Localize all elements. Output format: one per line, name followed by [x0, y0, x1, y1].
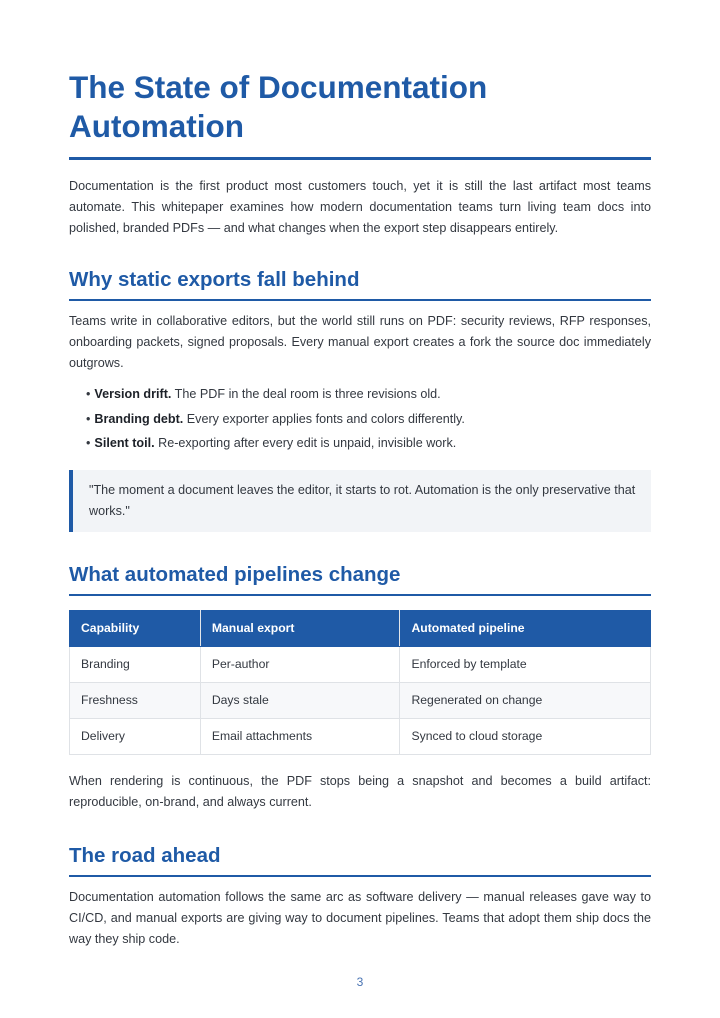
why-paragraph: Teams write in collaborative editors, but the world still runs on PDF: security reviews, RFP responses, onboarding packets, signed proposals. Every manual export creates a fork the source doc immediately outgrows. [69, 314, 651, 370]
table-cell: Delivery [70, 718, 201, 754]
comparison-table [69, 610, 651, 755]
table-header-row [70, 610, 651, 646]
bullet-term: Version drift. [94, 387, 172, 401]
table-cell: Freshness [70, 682, 201, 718]
table-cell: Enforced by template [400, 646, 651, 682]
pipelines-paragraph: When rendering is continuous, the PDF stops being a snapshot and becomes a build artifact: reproducible, on-brand, and always current. [69, 773, 651, 809]
intro-paragraph: Documentation is the first product most customers touch, yet it is still the last artifact most teams automate. This whitepaper examines how modern documentation teams turn living team docs into polished, branded PDFs — and what changes when the export step disappears entirely. [69, 179, 651, 235]
road-ahead-paragraph: Documentation automation follows the same arc as software delivery — manual releases gave way to CI/CD, and manual exports are giving way to document pipelines. Teams that adopt them ship docs the way they ship code. [69, 889, 651, 946]
list-item [86, 382, 651, 407]
table-cell: Email attachments [200, 718, 400, 754]
table-row [70, 718, 651, 754]
table-cell: Regenerated on change [400, 682, 651, 718]
bullet-list [69, 382, 651, 456]
list-item [86, 431, 651, 456]
title-line-1: The State of Documentation [69, 69, 488, 105]
table-cell: Per-author [200, 646, 400, 682]
bullet-term: Branding debt. [94, 411, 184, 426]
bullet-term: Silent toil. [94, 436, 155, 450]
column-header: Manual export [200, 610, 400, 646]
title-line-2: Automation [69, 108, 244, 144]
table-cell: Branding [70, 646, 201, 682]
table-cell: Synced to cloud storage [400, 718, 651, 754]
bullet-text: The PDF in the deal room is three revisions old. [171, 387, 441, 401]
bullet-text: Re-exporting after every edit is unpaid, invisible work. [154, 436, 457, 450]
column-header: Automated pipeline [400, 610, 651, 646]
bullet-text: Every exporter applies fonts and colors differently. [183, 411, 465, 426]
bullet-dot-icon: • [86, 411, 91, 426]
column-header: Capability [70, 610, 201, 646]
pull-quote: "The moment a document leaves the editor, it starts to rot. Automation is the only preservative that works." [69, 470, 651, 532]
page-number: 3 [356, 975, 364, 989]
bullet-dot-icon: • [86, 387, 91, 401]
bullet-dot-icon: • [86, 436, 91, 450]
page-title [69, 68, 651, 160]
section-heading-why: Why static exports fall behind [69, 267, 651, 301]
section-heading-pipelines: What automated pipelines change [69, 562, 651, 596]
section-heading-road-ahead: The road ahead [69, 843, 651, 877]
table-row [70, 646, 651, 682]
table-row [70, 682, 651, 718]
list-item [86, 407, 651, 432]
table-cell: Days stale [200, 682, 400, 718]
